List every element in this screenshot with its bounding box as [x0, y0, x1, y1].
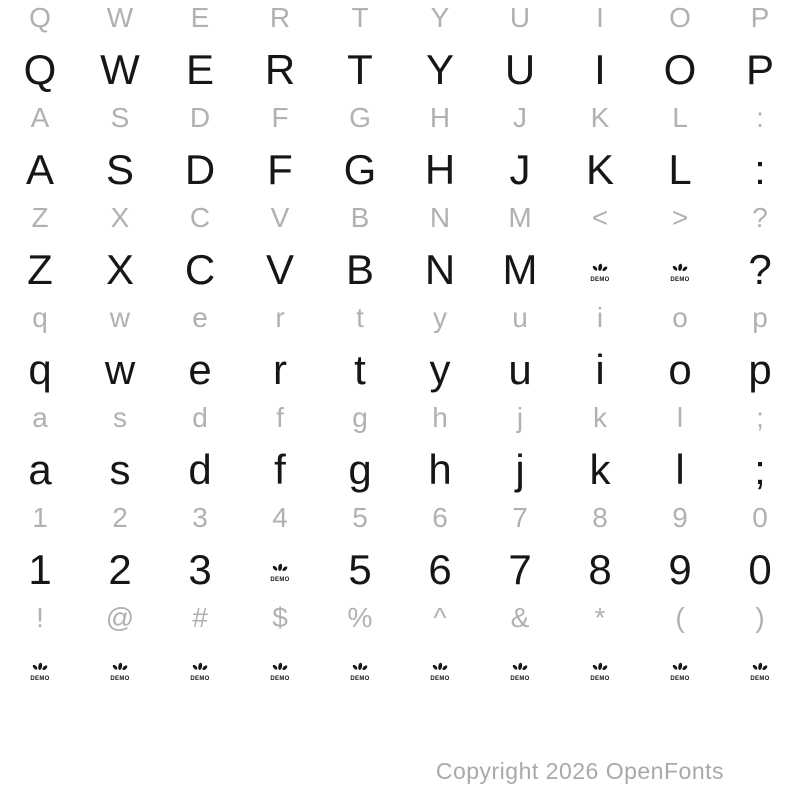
glyph-char: * [594, 602, 606, 633]
glyph-char: j [516, 402, 524, 433]
demo-label: DEMO [510, 675, 530, 682]
glyph-char: 7 [508, 546, 532, 593]
qwerty-lower-gray-row [0, 300, 800, 342]
glyph-char: G [343, 146, 377, 193]
demo-label: DEMO [350, 675, 370, 682]
glyph-char: d [192, 402, 208, 433]
glyph-char: 6 [432, 502, 448, 533]
demo-glyph-cell [720, 650, 800, 694]
fleuron-icon [511, 662, 529, 675]
copyright-text: Copyright 2026 OpenFonts [435, 758, 724, 784]
glyph-char: 8 [592, 502, 608, 533]
home-upper-black-row [0, 142, 800, 200]
home-upper-gray-row [0, 100, 800, 142]
glyph-char: ^ [433, 602, 447, 633]
glyph-char: d [188, 446, 212, 493]
fleuron-icon [591, 662, 609, 675]
glyph-char: 6 [428, 546, 452, 593]
demo-label: DEMO [270, 675, 290, 682]
glyph-char: O [663, 46, 697, 93]
glyph-char: E [190, 2, 210, 33]
fleuron-icon [431, 662, 449, 675]
demo-label: DEMO [670, 675, 690, 682]
demo-glyph-cell [0, 650, 80, 694]
glyph-char: R [264, 46, 296, 93]
glyph-char: X [105, 246, 134, 293]
glyph-char: @ [105, 602, 135, 633]
glyph-char: Y [425, 46, 454, 93]
glyph-char: g [348, 446, 372, 493]
demo-glyphs-row [0, 650, 800, 694]
glyph-char: h [432, 402, 448, 433]
demo-label: DEMO [190, 675, 210, 682]
glyph-char: i [595, 346, 605, 393]
glyph-char: H [424, 146, 456, 193]
glyph-char: K [585, 146, 614, 193]
glyph-char: q [28, 346, 52, 393]
glyph-char: T [347, 46, 373, 93]
demo-glyph [430, 662, 449, 682]
home-lower-gray-row [0, 400, 800, 442]
glyph-char: p [748, 346, 772, 393]
glyph-char: k [589, 446, 611, 493]
glyph-char: N [429, 202, 451, 233]
glyph-char: A [25, 146, 54, 193]
glyph-char: t [354, 346, 366, 393]
glyph-char: < [591, 202, 609, 233]
fleuron-icon [751, 662, 769, 675]
glyph-char: W [100, 46, 140, 93]
demo-glyph [670, 263, 689, 283]
glyph-char: ? [748, 246, 772, 293]
glyph-char: w [109, 302, 131, 333]
glyph-char: J [513, 102, 527, 133]
glyph-char: $ [272, 602, 288, 633]
glyph-char: 8 [588, 546, 612, 593]
demo-label: DEMO [590, 276, 610, 283]
glyph-char: 5 [352, 502, 368, 533]
glyph-char: I [594, 46, 606, 93]
demo-glyph [110, 662, 129, 682]
glyph-char: & [510, 602, 530, 633]
glyph-char: > [671, 202, 689, 233]
glyph-char: l [676, 402, 684, 433]
demo-glyph-cell [400, 650, 480, 694]
demo-glyph [190, 662, 209, 682]
glyph-char: I [596, 2, 604, 33]
symbols-gray-row [0, 600, 800, 642]
demo-glyph-cell [320, 650, 400, 694]
glyph-char: 9 [668, 546, 692, 593]
glyph-char: s [109, 446, 131, 493]
glyph-char: J [509, 146, 531, 193]
glyph-char: # [192, 602, 208, 633]
demo-label: DEMO [430, 675, 450, 682]
digits-black-row [0, 542, 800, 600]
demo-glyph-cell [640, 242, 720, 300]
glyph-char: M [502, 246, 538, 293]
glyph-char: : [756, 102, 764, 133]
glyph-char: Q [29, 2, 51, 33]
glyph-char: T [351, 2, 369, 33]
glyph-char: % [347, 602, 373, 633]
glyph-char: w [104, 346, 136, 393]
glyph-char: A [30, 102, 50, 133]
zxcv-upper-gray-row [0, 200, 800, 242]
glyph-char: B [345, 246, 374, 293]
glyph-char: R [269, 2, 291, 33]
demo-glyph-cell [480, 650, 560, 694]
qwerty-upper-gray-row [0, 0, 800, 42]
glyph-char: 0 [752, 502, 768, 533]
glyph-char: p [752, 302, 768, 333]
glyph-char: j [515, 446, 525, 493]
fleuron-icon [271, 563, 289, 576]
glyph-char: V [265, 246, 294, 293]
demo-glyph-cell [560, 650, 640, 694]
glyph-char: a [28, 446, 52, 493]
qwerty-upper-black-row [0, 42, 800, 100]
demo-glyph-cell [160, 650, 240, 694]
glyph-char: 9 [672, 502, 688, 533]
glyph-char: a [32, 402, 48, 433]
glyph-char: : [754, 146, 766, 193]
glyph-char: k [593, 402, 607, 433]
glyph-char: P [750, 2, 770, 33]
glyph-char: ) [755, 602, 765, 633]
glyph-char: U [504, 46, 536, 93]
glyph-char: q [32, 302, 48, 333]
glyph-char: 7 [512, 502, 528, 533]
fleuron-icon [191, 662, 209, 675]
fleuron-icon [671, 662, 689, 675]
demo-glyph-cell [560, 242, 640, 300]
demo-glyph [670, 662, 689, 682]
demo-glyph [270, 563, 289, 583]
glyph-char: V [270, 202, 290, 233]
glyph-char: f [276, 402, 284, 433]
glyph-char: 1 [28, 546, 52, 593]
glyph-char: o [672, 302, 688, 333]
glyph-char: K [590, 102, 610, 133]
demo-glyph [590, 263, 609, 283]
glyph-char: ! [36, 602, 44, 633]
demo-glyph-cell [240, 542, 320, 600]
glyph-char: C [189, 202, 211, 233]
demo-glyph-cell [80, 650, 160, 694]
demo-label: DEMO [270, 576, 290, 583]
glyph-char: 5 [348, 546, 372, 593]
glyph-char: ? [752, 202, 768, 233]
digits-gray-row [0, 500, 800, 542]
demo-label: DEMO [590, 675, 610, 682]
glyph-char: e [188, 346, 212, 393]
glyph-char: B [350, 202, 370, 233]
glyph-char: r [273, 346, 287, 393]
fleuron-icon [591, 263, 609, 276]
glyph-char: S [110, 102, 130, 133]
fleuron-icon [671, 263, 689, 276]
glyph-char: U [509, 2, 531, 33]
glyph-char: 2 [112, 502, 128, 533]
glyph-char: D [184, 146, 216, 193]
qwerty-lower-black-row [0, 342, 800, 400]
glyph-char: ; [754, 446, 766, 493]
glyph-char: l [675, 446, 685, 493]
demo-label: DEMO [110, 675, 130, 682]
glyph-char: s [113, 402, 127, 433]
demo-glyph [510, 662, 529, 682]
glyph-char: M [508, 202, 532, 233]
glyph-char: u [512, 302, 528, 333]
glyph-char: ( [675, 602, 685, 633]
glyph-char: 3 [192, 502, 208, 533]
glyph-char: t [356, 302, 364, 333]
demo-glyph [270, 662, 289, 682]
glyph-char: y [433, 302, 447, 333]
glyph-char: Q [23, 46, 57, 93]
glyph-char: L [668, 146, 692, 193]
fleuron-icon [111, 662, 129, 675]
fleuron-icon [271, 662, 289, 675]
glyph-char: Z [27, 246, 53, 293]
fleuron-icon [351, 662, 369, 675]
demo-label: DEMO [750, 675, 770, 682]
glyph-char: h [428, 446, 452, 493]
glyph-char: 2 [108, 546, 132, 593]
glyph-char: H [429, 102, 451, 133]
glyph-char: Z [31, 202, 49, 233]
glyph-char: L [672, 102, 688, 133]
glyph-char: W [106, 2, 134, 33]
glyph-char: F [271, 102, 289, 133]
fleuron-icon [31, 662, 49, 675]
glyph-char: E [185, 46, 214, 93]
glyph-char: ; [756, 402, 764, 433]
demo-glyph [590, 662, 609, 682]
glyph-char: Y [430, 2, 450, 33]
demo-glyph [750, 662, 769, 682]
demo-label: DEMO [670, 276, 690, 283]
glyph-char: f [274, 446, 286, 493]
glyph-char: 4 [272, 502, 288, 533]
glyph-char: i [596, 302, 604, 333]
glyph-char: u [508, 346, 532, 393]
glyph-char: y [429, 346, 451, 393]
glyph-char: F [267, 146, 293, 193]
home-lower-black-row [0, 442, 800, 500]
glyph-char: o [668, 346, 692, 393]
glyph-char: P [745, 46, 774, 93]
glyph-char: 1 [32, 502, 48, 533]
demo-glyph [350, 662, 369, 682]
glyph-char: G [349, 102, 371, 133]
demo-glyph-cell [640, 650, 720, 694]
glyph-char: D [189, 102, 211, 133]
glyph-char: e [192, 302, 208, 333]
glyph-char: C [184, 246, 216, 293]
glyph-char: X [110, 202, 130, 233]
demo-glyph [30, 662, 49, 682]
demo-label: DEMO [30, 675, 50, 682]
glyph-char: 0 [748, 546, 772, 593]
glyph-char: 3 [188, 546, 212, 593]
glyph-char: O [669, 2, 691, 33]
glyph-char: r [275, 302, 285, 333]
glyph-char: S [105, 146, 134, 193]
zxcv-upper-black-row [0, 242, 800, 300]
glyph-char: N [424, 246, 456, 293]
demo-glyph-cell [240, 650, 320, 694]
glyph-char: g [352, 402, 368, 433]
